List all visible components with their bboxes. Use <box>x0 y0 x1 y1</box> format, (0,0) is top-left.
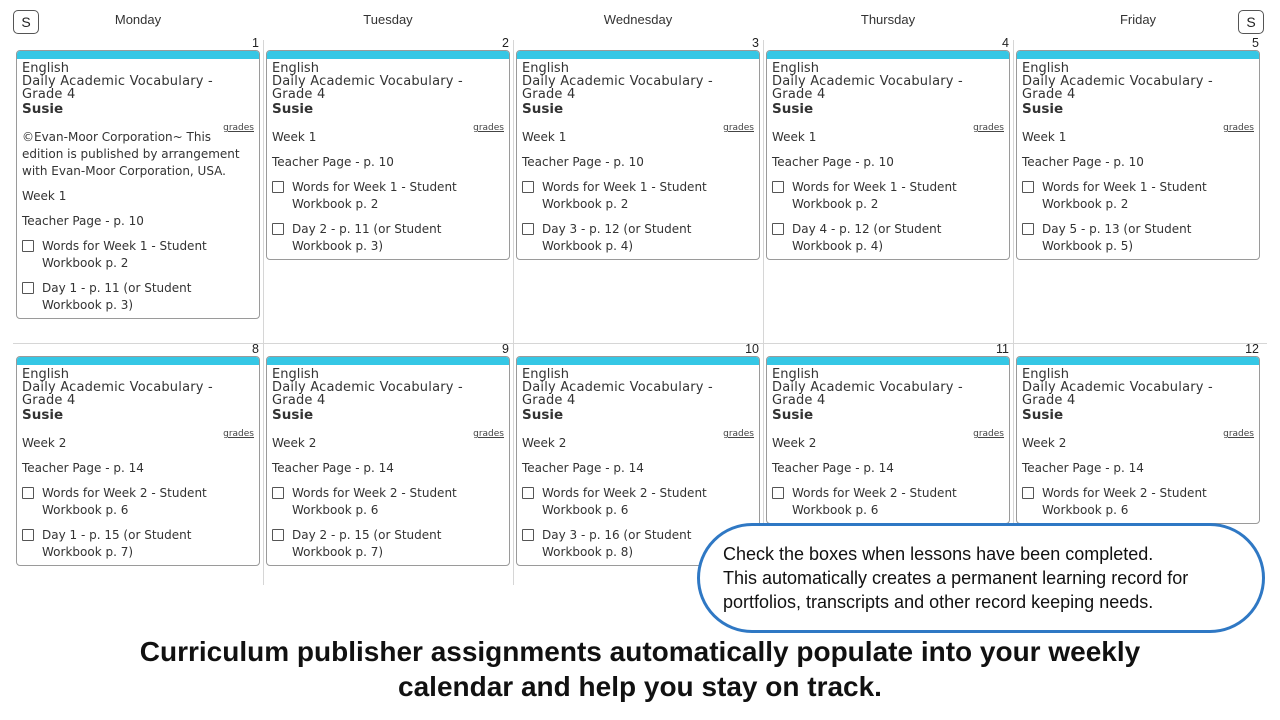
grades-row <box>272 421 504 439</box>
task-label: Words for Week 1 - Student Workbook p. 2 <box>792 180 957 211</box>
caption-line: Curriculum publisher assignments automatically populate into your weekly <box>139 636 1141 667</box>
student-name: Susie <box>22 407 64 423</box>
course-title: Grade 4 <box>22 87 76 102</box>
task-item <box>1022 485 1254 519</box>
student-name: Susie <box>272 407 314 423</box>
teacher-page: Teacher Page - p. 10 <box>522 155 644 169</box>
student-name: Susie <box>522 407 564 423</box>
task-label: Day 1 - p. 15 (or Student Workbook p. 7) <box>42 528 192 559</box>
student-name: Susie <box>22 101 64 117</box>
course-title: Grade 4 <box>772 393 826 408</box>
card-body <box>17 59 259 318</box>
subject-color-bar <box>17 357 259 365</box>
task-checkbox[interactable] <box>272 529 284 541</box>
week-label: Week 2 <box>22 436 67 450</box>
course-title: Daily Academic Vocabulary - <box>1022 74 1213 89</box>
column-divider <box>263 40 264 585</box>
subject-label: English <box>522 367 569 382</box>
next-week-button[interactable]: S <box>1238 10 1264 34</box>
subject-color-bar <box>1017 357 1259 365</box>
subject-color-bar <box>1017 51 1259 59</box>
task-checkbox[interactable] <box>272 223 284 235</box>
task-item <box>772 485 1004 519</box>
task-label: Day 1 - p. 11 (or Student Workbook p. 3) <box>42 281 192 312</box>
teacher-page: Teacher Page - p. 10 <box>22 214 144 228</box>
task-label: Day 4 - p. 12 (or Student Workbook p. 4) <box>792 222 942 253</box>
grades-row <box>1022 421 1254 439</box>
grades-row <box>22 421 254 439</box>
day-number: 4 <box>1002 36 1009 50</box>
subject-label: English <box>772 61 819 76</box>
assignment-card <box>516 50 760 260</box>
task-label: Words for Week 2 - Student Workbook p. 6 <box>792 486 957 517</box>
week-divider <box>13 343 1267 344</box>
tip-line: portfolios, transcripts and other record keeping needs. <box>723 592 1154 612</box>
subject-label: English <box>772 367 819 382</box>
task-checkbox[interactable] <box>22 529 34 541</box>
card-body <box>17 365 259 565</box>
course-title: Daily Academic Vocabulary - <box>522 74 713 89</box>
grades-link[interactable]: grades <box>223 123 254 133</box>
task-label: Words for Week 1 - Student Workbook p. 2 <box>292 180 457 211</box>
day-number: 1 <box>252 36 259 50</box>
subject-color-bar <box>517 357 759 365</box>
week-label: Week 2 <box>1022 436 1067 450</box>
task-checkbox[interactable] <box>772 181 784 193</box>
task-item <box>522 221 754 255</box>
task-label: Day 3 - p. 16 (or Student Workbook p. 8) <box>542 528 692 559</box>
course-title: Grade 4 <box>522 87 576 102</box>
day-number: 12 <box>1245 342 1259 356</box>
task-label: Words for Week 1 - Student Workbook p. 2 <box>1042 180 1207 211</box>
teacher-page: Teacher Page - p. 10 <box>772 155 894 169</box>
week-label: Week 1 <box>272 130 317 144</box>
week-label: Week 1 <box>22 189 67 203</box>
student-name: Susie <box>1022 101 1064 117</box>
grades-row <box>772 421 1004 439</box>
task-item <box>22 485 254 519</box>
student-name: Susie <box>772 407 814 423</box>
subject-color-bar <box>17 51 259 59</box>
task-checkbox[interactable] <box>1022 223 1034 235</box>
subject-color-bar <box>267 357 509 365</box>
card-body <box>1017 365 1259 523</box>
card-body <box>767 365 1009 523</box>
grades-link[interactable]: grades <box>973 429 1004 439</box>
day-number: 8 <box>252 342 259 356</box>
task-checkbox[interactable] <box>272 487 284 499</box>
student-name: Susie <box>772 101 814 117</box>
day-number: 9 <box>502 342 509 356</box>
task-checkbox[interactable] <box>1022 487 1034 499</box>
grades-link[interactable]: grades <box>1223 123 1254 133</box>
assignment-card <box>16 50 260 319</box>
task-label: Words for Week 2 - Student Workbook p. 6 <box>1042 486 1207 517</box>
task-checkbox[interactable] <box>522 223 534 235</box>
task-checkbox[interactable] <box>22 240 34 252</box>
course-title: Grade 4 <box>22 393 76 408</box>
assignment-card <box>1016 356 1260 524</box>
teacher-page: Teacher Page - p. 10 <box>272 155 394 169</box>
assignment-card <box>766 50 1010 260</box>
subject-label: English <box>1022 61 1069 76</box>
task-item <box>522 485 754 519</box>
tip-line: Check the boxes when lessons have been completed. <box>723 544 1154 564</box>
day-header-monday: Monday <box>114 12 162 27</box>
course-title: Daily Academic Vocabulary - <box>772 380 963 395</box>
task-checkbox[interactable] <box>522 529 534 541</box>
task-item <box>272 485 504 519</box>
course-title: Daily Academic Vocabulary - <box>272 380 463 395</box>
week-label: Week 1 <box>1022 130 1067 144</box>
teacher-page: Teacher Page - p. 14 <box>1022 461 1144 475</box>
task-label: Words for Week 1 - Student Workbook p. 2 <box>542 180 707 211</box>
column-divider <box>763 40 764 585</box>
task-item <box>272 221 504 255</box>
week-label: Week 2 <box>522 436 567 450</box>
task-item <box>1022 179 1254 213</box>
task-checkbox[interactable] <box>522 487 534 499</box>
teacher-page: Teacher Page - p. 14 <box>772 461 894 475</box>
subject-color-bar <box>767 357 1009 365</box>
day-header-friday: Friday <box>1119 12 1157 27</box>
assignment-card <box>266 356 510 566</box>
course-title: Grade 4 <box>1022 87 1076 102</box>
task-checkbox[interactable] <box>772 223 784 235</box>
task-label: Words for Week 2 - Student Workbook p. 6 <box>542 486 707 517</box>
tip-callout <box>697 523 1265 633</box>
grades-link[interactable]: grades <box>1223 429 1254 439</box>
week-label: Week 1 <box>522 130 567 144</box>
task-label: Day 3 - p. 12 (or Student Workbook p. 4) <box>542 222 692 253</box>
course-title: Grade 4 <box>1022 393 1076 408</box>
subject-label: English <box>522 61 569 76</box>
student-name: Susie <box>1022 407 1064 423</box>
course-title: Grade 4 <box>272 393 326 408</box>
task-label: Words for Week 1 - Student Workbook p. 2 <box>42 239 207 270</box>
task-checkbox[interactable] <box>1022 181 1034 193</box>
column-divider <box>513 40 514 585</box>
subject-color-bar <box>767 51 1009 59</box>
card-body <box>1017 59 1259 259</box>
day-header-wednesday: Wednesday <box>603 12 673 27</box>
task-item <box>22 238 254 272</box>
teacher-page: Teacher Page - p. 14 <box>522 461 644 475</box>
subject-label: English <box>272 367 319 382</box>
task-item <box>772 179 1004 213</box>
grades-row <box>22 115 254 133</box>
week-label: Week 2 <box>772 436 817 450</box>
teacher-page: Teacher Page - p. 14 <box>272 461 394 475</box>
grades-row <box>272 115 504 133</box>
day-number: 5 <box>1252 36 1259 50</box>
assignment-card <box>1016 50 1260 260</box>
subject-color-bar <box>517 51 759 59</box>
student-name: Susie <box>272 101 314 117</box>
subject-label: English <box>1022 367 1069 382</box>
task-label: Day 2 - p. 11 (or Student Workbook p. 3) <box>292 222 442 253</box>
grades-link[interactable]: grades <box>473 123 504 133</box>
grades-link[interactable]: grades <box>973 123 1004 133</box>
day-number: 11 <box>996 342 1009 356</box>
task-checkbox[interactable] <box>272 181 284 193</box>
subject-label: English <box>272 61 319 76</box>
task-item <box>1022 221 1254 255</box>
grades-row <box>522 421 754 439</box>
subject-label: English <box>22 367 69 382</box>
task-item <box>772 221 1004 255</box>
task-checkbox[interactable] <box>22 487 34 499</box>
grades-link[interactable]: grades <box>473 429 504 439</box>
task-item <box>22 280 254 314</box>
grades-row <box>772 115 1004 133</box>
caption-line: calendar and help you stay on track. <box>398 671 882 702</box>
course-title: Grade 4 <box>772 87 826 102</box>
grades-link[interactable]: grades <box>723 123 754 133</box>
week-label: Week 2 <box>272 436 317 450</box>
course-title: Grade 4 <box>272 87 326 102</box>
course-title: Daily Academic Vocabulary - <box>22 380 213 395</box>
grades-row <box>522 115 754 133</box>
day-header-tuesday: Tuesday <box>363 12 413 27</box>
task-checkbox[interactable] <box>522 181 534 193</box>
task-item <box>272 179 504 213</box>
task-label: Words for Week 2 - Student Workbook p. 6 <box>292 486 457 517</box>
course-title: Daily Academic Vocabulary - <box>1022 380 1213 395</box>
day-header-thursday: Thursday <box>860 12 916 27</box>
column-divider <box>1013 40 1014 585</box>
assignment-card <box>16 356 260 566</box>
task-checkbox[interactable] <box>22 282 34 294</box>
course-title: Daily Academic Vocabulary - <box>272 74 463 89</box>
grades-link[interactable]: grades <box>723 429 754 439</box>
assignment-card <box>266 50 510 260</box>
promo-caption <box>0 634 1280 704</box>
task-label: Day 2 - p. 15 (or Student Workbook p. 7) <box>292 528 442 559</box>
assignment-card <box>766 356 1010 524</box>
prev-week-button[interactable]: S <box>13 10 39 34</box>
course-title: Daily Academic Vocabulary - <box>522 380 713 395</box>
task-item <box>22 527 254 561</box>
week-label: Week 1 <box>772 130 817 144</box>
day-number: 10 <box>745 342 759 356</box>
teacher-page: Teacher Page - p. 14 <box>22 461 144 475</box>
day-number: 3 <box>752 36 759 50</box>
copyright-notice: ©Evan-Moor Corporation~ This edition is published by arrangement with Evan-Moor Corporation, USA. <box>22 130 240 178</box>
card-body <box>267 365 509 565</box>
course-title: Daily Academic Vocabulary - <box>772 74 963 89</box>
course-title: Grade 4 <box>522 393 576 408</box>
task-label: Day 5 - p. 13 (or Student Workbook p. 5) <box>1042 222 1192 253</box>
task-item <box>272 527 504 561</box>
student-name: Susie <box>522 101 564 117</box>
course-title: Daily Academic Vocabulary - <box>22 74 213 89</box>
grades-row <box>1022 115 1254 133</box>
card-body <box>767 59 1009 259</box>
grades-link[interactable]: grades <box>223 429 254 439</box>
tip-line: This automatically creates a permanent learning record for <box>723 568 1189 588</box>
card-body <box>517 59 759 259</box>
day-number: 2 <box>502 36 509 50</box>
task-item <box>522 179 754 213</box>
card-body <box>267 59 509 259</box>
task-checkbox[interactable] <box>772 487 784 499</box>
task-label: Words for Week 2 - Student Workbook p. 6 <box>42 486 207 517</box>
subject-color-bar <box>267 51 509 59</box>
teacher-page: Teacher Page - p. 10 <box>1022 155 1144 169</box>
subject-label: English <box>22 61 69 76</box>
